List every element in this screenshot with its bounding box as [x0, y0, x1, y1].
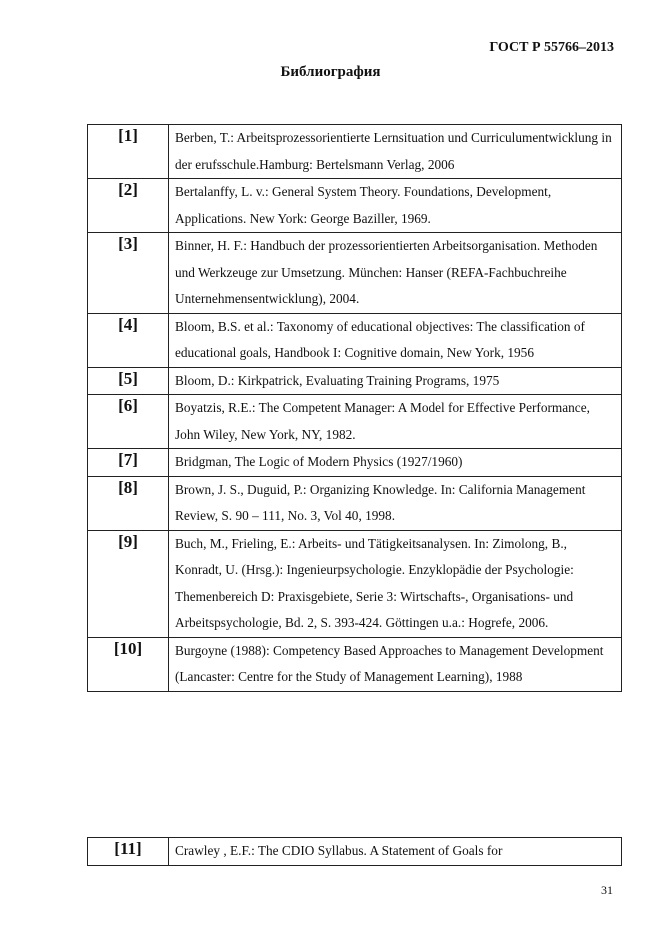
page-title: Библиография — [280, 64, 381, 80]
entry-number: [1] — [88, 125, 169, 179]
bibliography-table — [87, 124, 622, 692]
entry-text: Buch, M., Frieling, E.: Arbeits- und Tätigkeitsanalysen. In: Zimolong, B., Konradt, U. (Hrsg.): Ingenieurpsychologie. Enzyklopädie der Psychologie: Themenbereich D: Praxisgebiete, Serie 3: Wirtschafts-, Organisations- und Arbeitspsychologie, Bd. 2, S. 393-424. Göttingen u.a.: Hogrefe, 2006. — [169, 530, 622, 637]
entry-number: [3] — [88, 233, 169, 314]
table-row — [88, 233, 622, 314]
entry-number: [2] — [88, 179, 169, 233]
entry-text: Boyatzis, R.E.: The Competent Manager: A Model for Effective Performance, John Wiley, New York, NY, 1982. — [169, 395, 622, 449]
entry-number: [10] — [88, 637, 169, 691]
entry-text: Berben, T.: Arbeitsprozessorientierte Lernsituation und Curriculumentwicklung in der erufsschule.Hamburg: Bertelsmann Verlag, 2006 — [169, 125, 622, 179]
entry-text: Crawley , E.F.: The CDIO Syllabus. A Statement of Goals for — [169, 838, 622, 866]
table-row — [88, 838, 622, 866]
table-row — [88, 449, 622, 477]
table-row — [88, 125, 622, 179]
standard-code: ГОСТ Р 55766–2013 — [489, 40, 614, 55]
table-row — [88, 367, 622, 395]
entry-text: Brown, J. S., Duguid, P.: Organizing Knowledge. In: California Management Review, S. 90 – 111, No. 3, Vol 40, 1998. — [169, 476, 622, 530]
entry-number: [5] — [88, 367, 169, 395]
table-row — [88, 637, 622, 691]
entry-text: Binner, H. F.: Handbuch der prozessorientierten Arbeitsorganisation. Methoden und Werkzeuge zur Umsetzung. München: Hanser (REFA-Fachbuchreihe Unternehmensentwicklung), 2004. — [169, 233, 622, 314]
entry-number: [8] — [88, 476, 169, 530]
entry-number: [11] — [88, 838, 169, 866]
entry-text: Bertalanffy, L. v.: General System Theory. Foundations, Development, Applications. New York: George Baziller, 1969. — [169, 179, 622, 233]
table-row — [88, 313, 622, 367]
entry-number: [6] — [88, 395, 169, 449]
entry-text: Bloom, B.S. et al.: Taxonomy of educational objectives: The classification of educational goals, Handbook I: Cognitive domain, New York, 1956 — [169, 313, 622, 367]
page-number: 31 — [601, 883, 613, 897]
bibliography-table-continued — [87, 837, 622, 866]
entry-text: Bridgman, The Logic of Modern Physics (1927/1960) — [169, 449, 622, 477]
entry-text: Bloom, D.: Kirkpatrick, Evaluating Training Programs, 1975 — [169, 367, 622, 395]
entry-number: [7] — [88, 449, 169, 477]
table-row — [88, 530, 622, 637]
table-row — [88, 179, 622, 233]
table-row — [88, 476, 622, 530]
entry-text: Burgoyne (1988): Competency Based Approaches to Management Development (Lancaster: Centre for the Study of Management Learning), 1988 — [169, 637, 622, 691]
entry-number: [9] — [88, 530, 169, 637]
table-row — [88, 395, 622, 449]
entry-number: [4] — [88, 313, 169, 367]
